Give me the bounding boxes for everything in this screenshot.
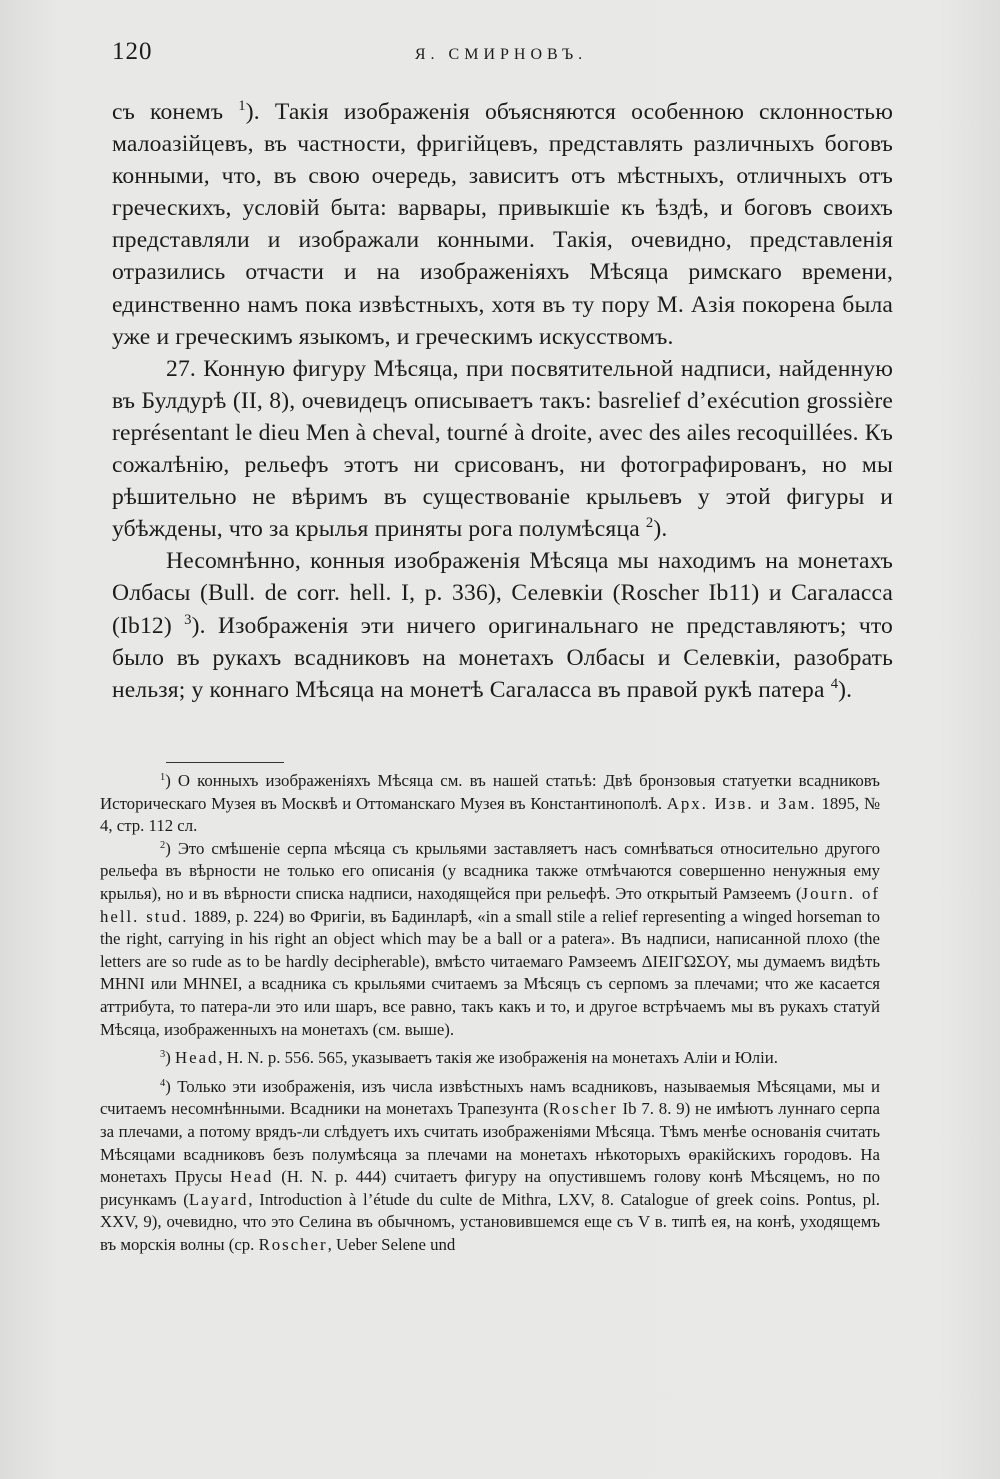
footnote-ref: 4 <box>830 675 839 692</box>
paragraph: 27. Конную фигуру Мѣсяца, при посвятительной надписи, найденную въ Булдурѣ (II, 8), очевидецъ описываетъ такъ: basrelief d’exécution grossière représentant le dieu Men à cheval, tourné à droite, avec des ailes recoquillées. Къ сожалѣнію, рельефъ этотъ ни срисованъ, ни фотографированъ, но мы рѣшительно не вѣримъ въ существованіе крыльевъ у этой фигуры и убѣждены, что за крылья приняты рога полумѣсяца $^2$). <box>112 355 893 543</box>
footnote-separator <box>166 762 284 763</box>
footnote-number: 1 <box>160 771 166 783</box>
footnote: $^3$) Head, H. N. p. 556. 565, указываетъ такія же изображенія на монетахъ Аліи и Юліи. <box>160 1048 778 1068</box>
page-header <box>112 38 890 72</box>
footnote-number: 3 <box>160 1048 166 1060</box>
footnote: $^2$) Это смѣшеніе серпа мѣсяца съ крыльями заставляетъ насъ сомнѣваться относительно другого рельефа въ вѣрности не только его описанія (у всадника также отмѣчаются совершенно ненужныя ему крылья), но и въ вѣрности списка надписи, находящейся при рельефѣ. Это открытый Рамзеемъ (Journ. of hell. stud. 1889, p. 224) во Фригіи, въ Бадинларѣ, «in a small stile a relief representing a winged horseman to the right, carrying in his right an object which may be a ball or a patera». Въ надписи, написанной плохо (the letters are so rude as to be hardly decipherable), вмѣсто читаемаго Рамзеемъ ΔΙΕΙΓΩΣΟΥ, мы думаемъ видѣть ΜΗΝΙ или ΜΗΝΕΙ, а всадника съ крыльями считаемъ за Мѣсяцъ съ серпомъ за плечами; что же касается аттрибута, то патера-ли это или шаръ, все равно, такъ какъ и то, и другое встрѣчаемъ мы въ рукахъ статуй Мѣсяца, изображенныхъ на монетахъ (см. выше). <box>100 838 880 1039</box>
footnote-ref: 3 <box>184 611 192 628</box>
paragraph: съ конемъ $^1$). Такія изображенія объясняются особенною склонностью малоазійцевъ, въ частности, фригійцевъ, представлять различныхъ боговъ конными, что, въ свою очередь, зависитъ отъ мѣстныхъ, отличныхъ отъ греческихъ, условій быта: варвары, привыкшіе къ ѣздѣ, и боговъ своихъ представляли и изображали конными. Такія, очевидно, представленія отразились отчасти и на изображеніяхъ Мѣсяца римскаго времени, единственно намъ пока извѣстныхъ, хотя въ ту пору М. Азія покорена была уже и греческимъ языкомъ, и греческимъ искусствомъ. <box>112 98 893 350</box>
footnote: $^1$) О конныхъ изображеніяхъ Мѣсяца см. въ нашей статьѣ: Двѣ бронзовыя статуетки всадниковъ Историческаго Музея въ Москвѣ и Оттоманскаго Музея въ Константинополѣ. Арх. Изв. и Зам. 1895, № 4, стр. 112 сл. <box>100 771 880 836</box>
footnote-ref: 1 <box>238 98 246 115</box>
paragraph: Несомнѣнно, конныя изображенія Мѣсяца мы находимъ на монетахъ Олбасы (Bull. de corr. hell. I, p. 336), Селевкіи (Roscher Ib11) и Сагаласса (Ib12) $^3$). Изображенія эти ничего оригинальнаго не представляютъ; что было въ рукахъ всадниковъ на монетахъ Олбасы и Селевкіи, разобрать нельзя; у коннаго Мѣсяца на монетѣ Сагаласса въ правой рукѣ патера $^4$). <box>112 548 893 703</box>
footnote: $^4$) Только эти изображенія, изъ числа извѣстныхъ намъ всадниковъ, называемыя Мѣсяцами, мы и считаемъ несомнѣнными. Всадники на монетахъ Трапезунта (Roscher Ib 7. 8. 9) не имѣютъ луннаго серпа за плечами, а потому врядъ-ли слѣдуетъ ихъ считать изображеніями Мѣсяца. Тѣмъ менѣе основанія считать Мѣсяцами всадниковъ безъ полумѣсяца за плечами на монетахъ нѣкоторыхъ ѳракійскихъ городовъ. На монетахъ Прусы Head (H. N. p. 444) считаетъ фигуру на опустившемъ голову конѣ Мѣсяцемъ, но по рисункамъ (Layard, Introduction à l’étude du culte de Mithra, LXV, 8. Catalogue of greek coins. Pontus, pl. XXV, 9), очевидно, что это Селина въ обычномъ, установившемся еще съ V в. типѣ ея, на конѣ, уходящемъ въ морскія волны (ср. Roscher, Ueber Selene und <box>100 1076 880 1254</box>
footnotes <box>100 770 880 1256</box>
main-text <box>112 96 893 706</box>
footnote-number: 2 <box>160 839 166 851</box>
footnote-number: 4 <box>160 1077 166 1089</box>
running-head: Я. СМИРНОВЪ. <box>414 46 588 63</box>
page-number: 120 <box>112 38 153 65</box>
footnote-ref: 2 <box>645 515 654 532</box>
